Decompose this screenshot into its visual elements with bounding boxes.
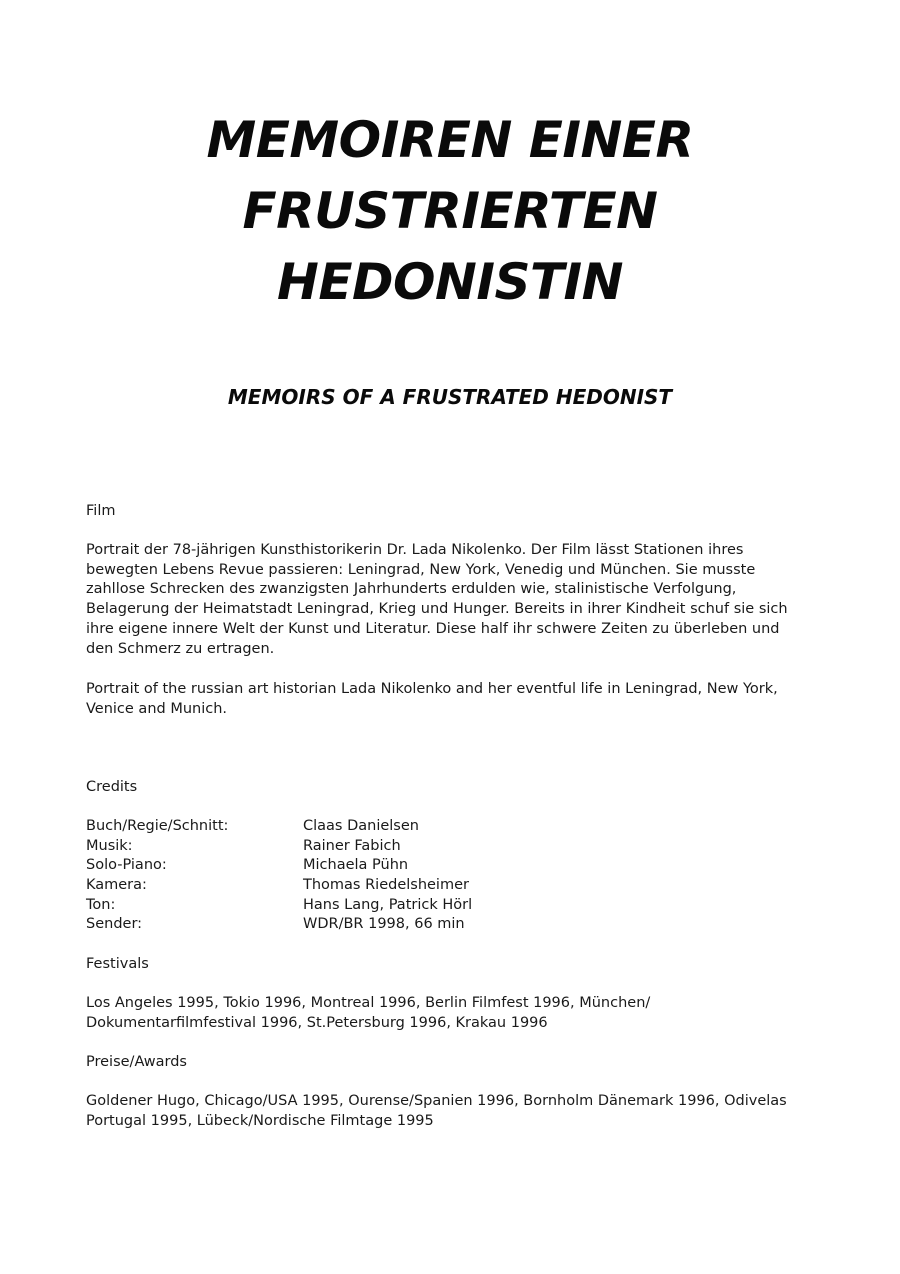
credit-name: Rainer Fabich (303, 837, 401, 854)
credit-name: Thomas Riedelsheimer (303, 877, 469, 894)
credit-role: Sender: (86, 916, 143, 933)
credit-role: Musik: (86, 837, 133, 854)
film-description-en: Portrait of the russian art historian Lada Nikolenko and her eventful life in Leningrad, New York, Venice and Munich. (86, 681, 778, 717)
title-line-1: MEMOIREN EINER (206, 111, 694, 169)
page-title (0, 105, 900, 318)
credit-role: Buch/Regie/Schnitt: (86, 818, 229, 834)
credit-role: Kamera: (86, 877, 147, 894)
page-subtitle: MEMOIRS OF A FRUSTRATED HEDONIST (227, 385, 673, 409)
credit-row (86, 856, 806, 876)
film-description-de: Portrait der 78-jährigen Kunsthistorikerin Dr. Lada Nikolenko. Der Film lässt Stationen ihres bewegten Lebens Revue passieren: Leningrad, New York, Venedig und München. Sie musste zahllose Schrecken des zwanzigsten Jahrhunderts erdulden wie, stalinistische Verfolgung, Belagerung der Heimatstadt Leningrad, Krieg und Hunger. Bereits in ihrer Kindheit schuf sie sich ihre eigene innere Welt der Kunst und Literatur. Diese half ihr schwere Zeiten zu überleben und den Schmerz zu ertragen. (86, 542, 788, 657)
credit-row (86, 876, 806, 896)
credit-name: Claas Danielsen (303, 818, 419, 834)
title-line-3: HEDONISTIN (276, 253, 624, 311)
credits-section-label: Credits (86, 779, 138, 795)
awards-section-label: Preise/Awards (86, 1054, 187, 1070)
awards-list: Goldener Hugo, Chicago/USA 1995, Ourense/Spanien 1996, Bornholm Dänemark 1996, Odivelas Portugal 1995, Lübeck/Nordische Filmtage 1995 (86, 1093, 787, 1129)
title-line-2: FRUSTRIERTEN (242, 182, 658, 240)
festivals-section-label: Festivals (86, 956, 149, 972)
credit-name: Hans Lang, Patrick Hörl (303, 896, 473, 913)
credits-list (86, 817, 806, 935)
credit-row (86, 915, 806, 935)
credit-row (86, 896, 806, 916)
credit-role: Solo-Piano: (86, 857, 167, 874)
credit-name: WDR/BR 1998, 66 min (303, 916, 465, 933)
credit-row (86, 837, 806, 857)
credit-role: Ton: (86, 896, 116, 913)
festivals-list: Los Angeles 1995, Tokio 1996, Montreal 1996, Berlin Filmfest 1996, München/ Dokumentarfilmfestival 1996, St.Petersburg 1996, Krakau 1996 (86, 995, 651, 1031)
film-section-label: Film (86, 503, 116, 519)
credit-name: Michaela Pühn (303, 857, 409, 874)
credit-row (86, 817, 806, 837)
